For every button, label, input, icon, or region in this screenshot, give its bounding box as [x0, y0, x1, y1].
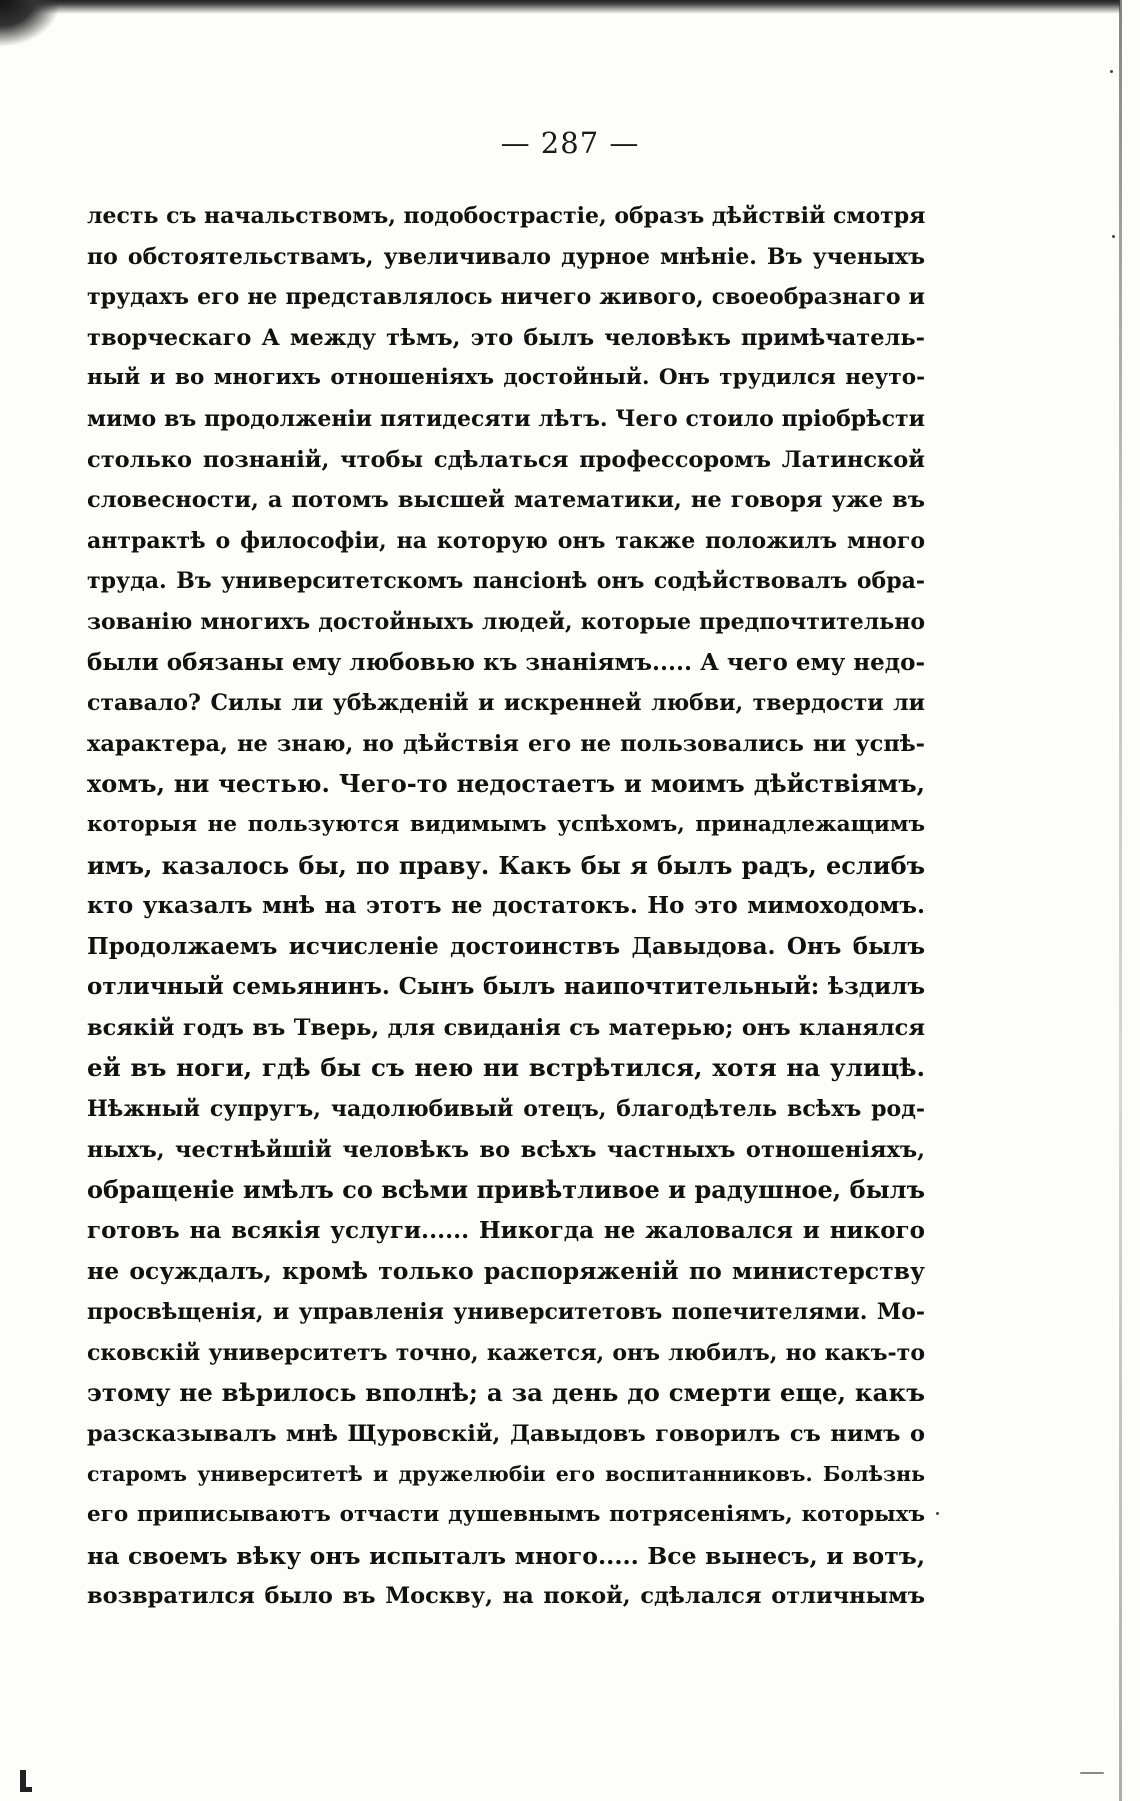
text-line: кто указалъ мнѣ на этотъ не достатокъ. Но это мимоходомъ. [87, 892, 925, 920]
text-line: антрактѣ о философіи, на которую онъ также положилъ много [87, 527, 925, 554]
text-line: на своемъ вѣку онъ испыталъ много..... Все вынесъ, и вотъ, [87, 1541, 925, 1570]
text-line: по обстоятельствамъ, увеличивало дурное мнѣніе. Въ ученыхъ [87, 243, 925, 270]
text-line: ставало? Силы ли убѣжденій и искренней любви, твердости ли [87, 690, 925, 717]
scan-mark [20, 1770, 26, 1792]
text-line: разсказывалъ мнѣ Щуровскій, Давыдовъ говорилъ съ нимъ о [87, 1420, 925, 1447]
text-line: хомъ, ни честью. Чего-то недостаетъ и моимъ дѣйствіямъ, [87, 769, 925, 799]
text-line: характера, не знаю, но дѣйствія его не пользовались ни успѣ- [87, 730, 925, 757]
page-number: — 287 — [500, 126, 640, 160]
text-line: словесности, а потомъ высшей математики, не говоря уже въ [87, 487, 925, 514]
text-line: старомъ университетѣ и дружелюбіи его воспитанниковъ. Болѣзнь [87, 1462, 925, 1487]
text-line: отличный семьянинъ. Сынъ былъ наипочтительный: ѣздилъ [87, 973, 925, 1001]
text-line: Нѣжный супругъ, чадолюбивый отецъ, благодѣтель всѣхъ род- [87, 1096, 925, 1123]
scan-edge-right [1119, 0, 1122, 1801]
text-line: сковскій университетъ точно, кажется, онъ любилъ, но какъ-то [87, 1339, 925, 1366]
text-line: его приписываютъ отчасти душевнымъ потрясеніямъ, которыхъ [87, 1502, 925, 1527]
scan-speck [1080, 1772, 1104, 1774]
text-line: Продолжаемъ исчисленіе достоинствъ Давыдова. Онъ былъ [87, 932, 925, 960]
text-line: этому не вѣрилось вполнѣ; а за день до смерти еще, какъ [87, 1378, 925, 1408]
scan-edge-top [0, 0, 1120, 14]
text-line: которыя не пользуются видимымъ успѣхомъ, принадлежащимъ [87, 811, 925, 837]
text-line: творческаго А между тѣмъ, это былъ человѣкъ примѣчатель- [87, 324, 925, 351]
text-line: обращеніе имѣлъ со всѣми привѣтливое и радушное, былъ [87, 1175, 925, 1205]
text-line: столько познаній, чтобы сдѣлаться профессоромъ Латинской [87, 446, 925, 473]
text-line: возвратился было въ Москву, на покой, сдѣлался отличнымъ [87, 1583, 925, 1610]
text-line: ей въ ноги, гдѣ бы съ нею ни встрѣтился, хотя на улицѣ. [87, 1053, 925, 1083]
text-line: были обязаны ему любовью къ знаніямъ..... А чего ему недо- [87, 648, 925, 676]
text-line: мимо въ продолженіи пятидесяти лѣтъ. Чего стоило пріобрѣсти [87, 405, 925, 432]
scan-speck [1112, 235, 1115, 238]
scan-speck [936, 1512, 939, 1515]
scan-edge-corner [0, 0, 60, 46]
text-line: трудахъ его не представлялось ничего живого, своеобразнаго и [87, 284, 925, 311]
text-line: зованію многихъ достойныхъ людей, которые предпочтительно [87, 608, 925, 635]
text-line: всякій годъ въ Тверь, для свиданія съ матерью; онъ кланялся [87, 1014, 925, 1041]
text-line: просвѣщенія, и управленія университетовъ попечителями. Мо- [87, 1299, 925, 1326]
text-line: ный и во многихъ отношеніяхъ достойный. Онъ трудился неуто- [87, 365, 925, 391]
text-line: труда. Въ университетскомъ пансіонѣ онъ содѣйствовалъ обра- [87, 568, 925, 595]
text-line: не осуждалъ, кромѣ только распоряженій по министерству [87, 1257, 925, 1286]
text-line: готовъ на всякія услуги...... Никогда не жаловался и никого [87, 1216, 925, 1244]
scan-speck [1110, 70, 1113, 73]
text-line: имъ, казалось бы, по праву. Какъ бы я былъ радъ, еслибъ [87, 850, 925, 880]
text-line: лесть съ начальствомъ, подобострастіе, образъ дѣйствій смотря [87, 203, 925, 229]
text-line: ныхъ, честнѣйшій человѣкъ во всѣхъ частныхъ отношеніяхъ, [87, 1136, 925, 1163]
body-text [87, 196, 925, 1617]
